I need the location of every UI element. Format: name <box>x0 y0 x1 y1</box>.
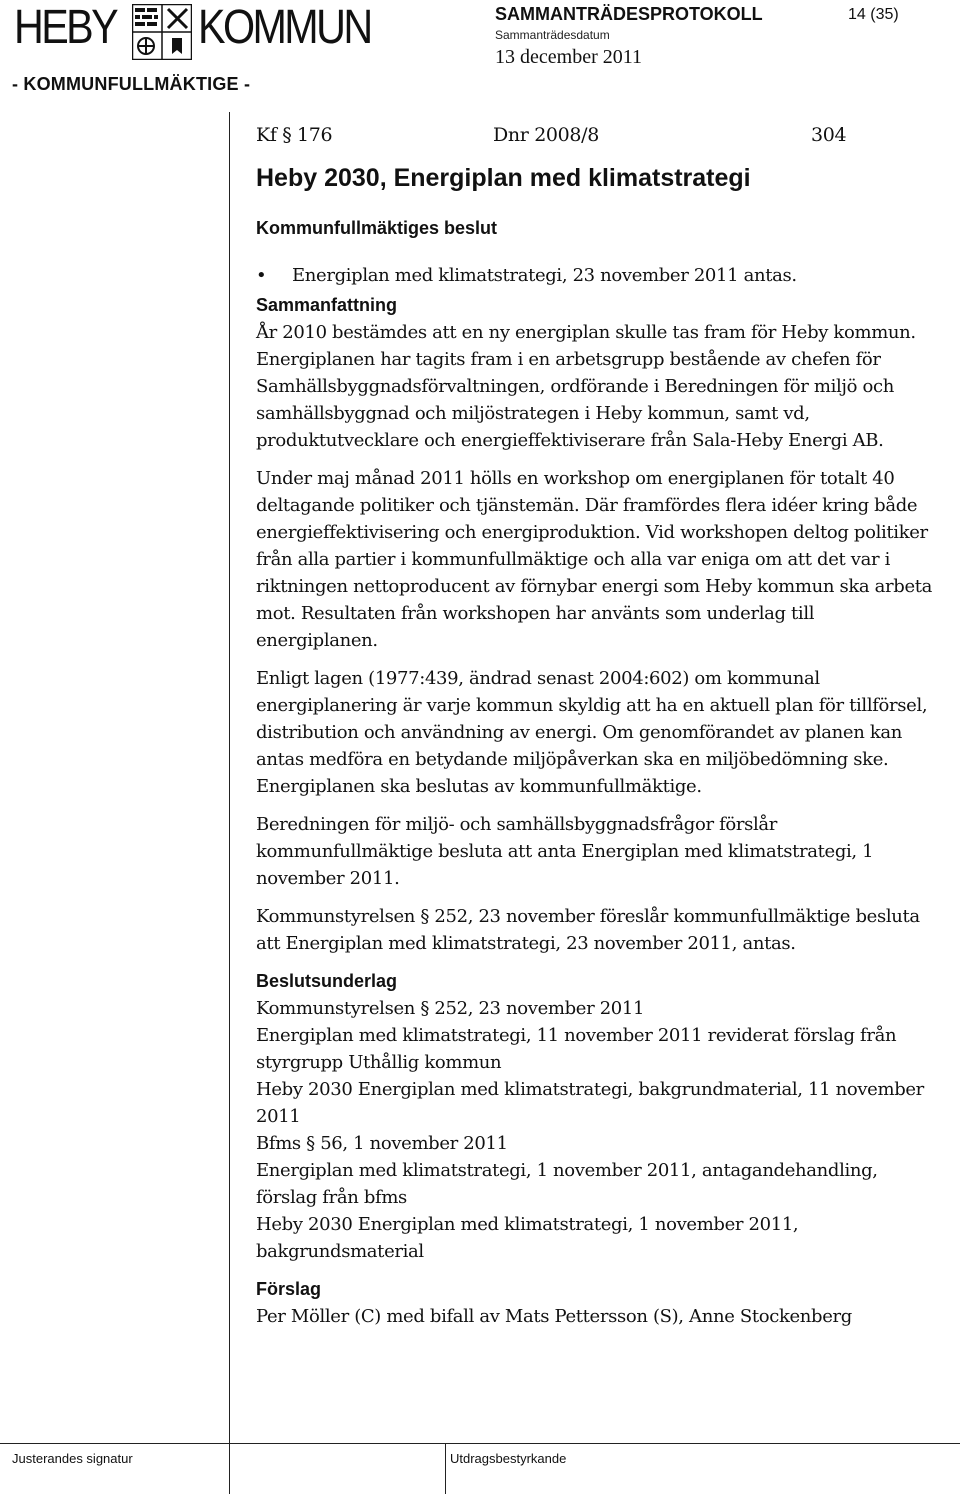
certification-label: Utdragsbestyrkande <box>450 1451 567 1466</box>
coat-of-arms-icon <box>132 4 192 60</box>
item-title: Heby 2030, Energiplan med klimatstrategi <box>256 164 751 192</box>
logo-text-kommun: KOMMUN <box>198 1 371 54</box>
item-reference-row <box>256 122 936 146</box>
summary-paragraph: Kommunstyrelsen § 252, 23 november föreslår kommunfullmäktige besluta att Energiplan med klimatstrategi, 23 november 2011, antas. <box>256 906 920 954</box>
proposal-heading: Förslag <box>256 1279 322 1299</box>
basis-heading: Beslutsunderlag <box>256 971 398 991</box>
summary-paragraph: Under maj månad 2011 hölls en workshop om energiplanen för totalt 40 deltagande politiker och tjänstemän. Där framfördes flera idéer kring både energieffektivisering och energiproduktion. Vid workshopen deltog politiker från alla partier i kommunfullmäktige och alla var eniga om att det var i riktningen nettoproducent av förnybar energi som Heby kommun ska arbeta mot. Resultaten från workshopen har använts som underlag till energiplanen. <box>256 468 933 651</box>
footer-rule <box>0 1443 960 1444</box>
decision-heading: Kommunfullmäktiges beslut <box>256 218 498 238</box>
summary-heading: Sammanfattning <box>256 295 398 315</box>
date-label: Sammanträdesdatum <box>495 28 610 42</box>
basis-item: Heby 2030 Energiplan med klimatstrategi, 1 november 2011, bakgrundsmaterial <box>256 1214 799 1262</box>
basis-item: Energiplan med klimatstrategi, 1 november 2011, antagandehandling, förslag från bfms <box>256 1160 878 1208</box>
meeting-date: 13 december 2011 <box>495 46 642 68</box>
bullet-icon: • <box>256 265 267 286</box>
basis-item: Heby 2030 Energiplan med klimatstrategi, bakgrundmaterial, 11 november 2011 <box>256 1079 924 1127</box>
summary-paragraph: Enligt lagen (1977:439, ändrad senast 2004:602) om kommunal energiplanering är varje kommun skyldig att ha en aktuell plan för tillförsel, distribution och användning av energi. Om genomförandet av planen kan antas medföra en betydande miljöpåverkan ska en miljöbedömning ske. Energiplanen ska beslutas av kommunfullmäktige. <box>256 668 928 797</box>
basis-item: Bfms § 56, 1 november 2011 <box>256 1133 508 1154</box>
case-number: Dnr 2008/8 <box>493 124 599 146</box>
department-label: - KOMMUNFULLMÄKTIGE - <box>12 74 251 94</box>
footer-divider <box>445 1443 446 1494</box>
signature-label: Justerandes signatur <box>12 1451 133 1466</box>
decision-bullet <box>256 262 936 289</box>
archive-code: 304 <box>811 124 847 146</box>
page-number: 14 (35) <box>848 6 899 23</box>
protocol-body <box>256 112 936 1330</box>
summary-paragraph: Beredningen för miljö- och samhällsbyggnadsfrågor förslår kommunfullmäktige besluta att anta Energiplan med klimatstrategi, 1 november 2011. <box>256 814 874 889</box>
decision-text: Energiplan med klimatstrategi, 23 november 2011 antas. <box>292 265 797 286</box>
logo-text-heby: HEBY <box>14 1 117 54</box>
summary-paragraph: År 2010 bestämdes att en ny energiplan skulle tas fram för Heby kommun. Energiplanen har tagits fram i en arbetsgrupp bestående av chefen för Samhällsbyggnadsförvaltningen, ordförande i Beredningen för miljö och samhällsbyggnad och miljöstrategen i Heby kommun, samt vd, produktutvecklare och energieffektiviserare från Sala-Heby Energi AB. <box>256 322 916 451</box>
basis-item: Energiplan med klimatstrategi, 11 november 2011 reviderat förslag från styrgrupp Uthållig kommun <box>256 1025 897 1073</box>
proposal-text: Per Möller (C) med bifall av Mats Pettersson (S), Anne Stockenberg <box>256 1306 852 1327</box>
doc-title: SAMMANTRÄDESPROTOKOLL <box>495 4 763 24</box>
paragraph-number: Kf § 176 <box>256 124 333 146</box>
basis-item: Kommunstyrelsen § 252, 23 november 2011 <box>256 998 645 1019</box>
left-margin-rule <box>229 112 230 1494</box>
